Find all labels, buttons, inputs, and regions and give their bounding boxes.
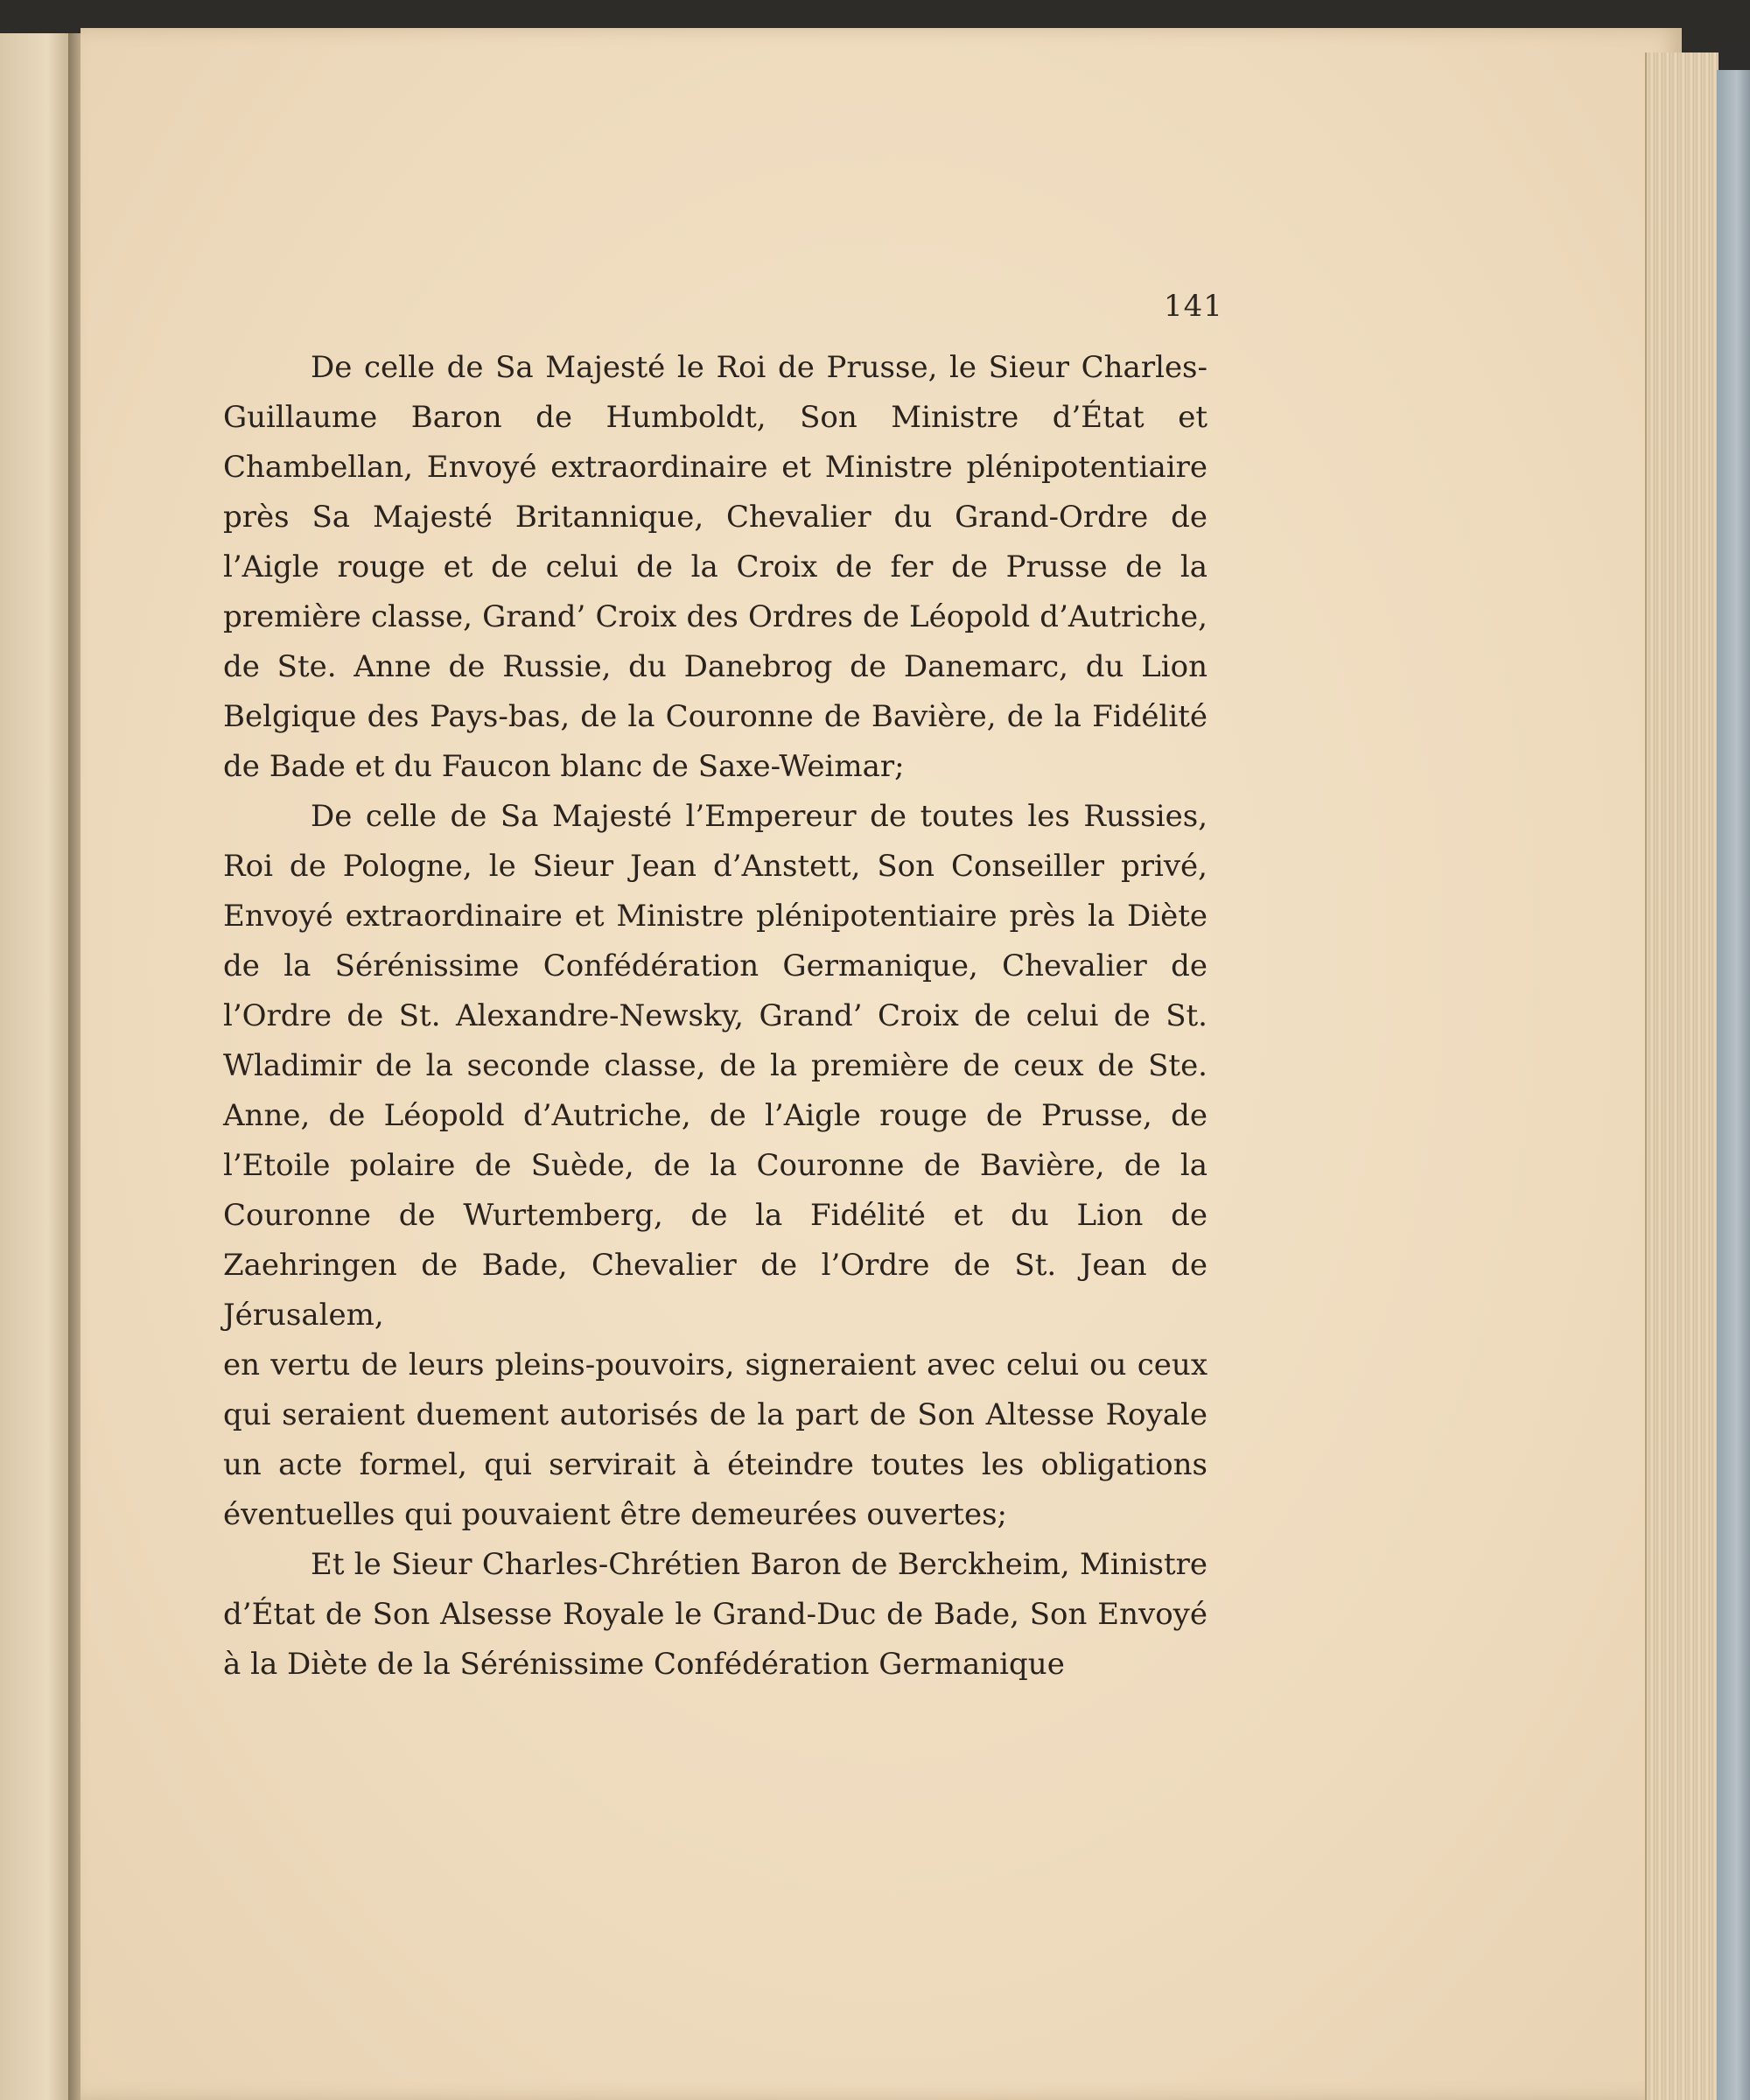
- body-text: [223, 343, 1208, 1690]
- paragraph-powers: en vertu de leurs pleins-pouvoirs, signeraient avec celui ou ceux qui seraient duement autorisés de la part de Son Altesse Royale un acte formel, qui servirait à éteindre toutes les obligations éventuelles qui pouvaient être demeurées ouvertes;: [223, 1348, 1208, 1532]
- binding-strip: [1717, 70, 1750, 2100]
- left-page-edge: [0, 33, 71, 2100]
- page-number: 141: [1164, 289, 1223, 324]
- paragraph-prussia: De celle de Sa Majesté le Roi de Prusse, le Sieur Charles-Guillaume Baron de Humboldt, Son Ministre d’État et Chambellan, Envoyé extraordinaire et Ministre plénipotentiaire près Sa Majesté Britannique, Chevalier du Grand-Ordre de l’Aigle rouge et de celui de la Croix de fer de Prusse de la première classe, Grand’ Croix des Ordres de Léopold d’Autriche, de Ste. Anne de Russie, du Danebrog de Danemarc, du Lion Belgique des Pays-bas, de la Couronne de Bavière, de la Fidélité de Bade et du Faucon blanc de Saxe-Weimar;: [223, 350, 1208, 784]
- page-fore-edge: [1645, 52, 1718, 2100]
- paragraph-russia: De celle de Sa Majesté l’Empereur de toutes les Russies, Roi de Pologne, le Sieur Jean d’Anstett, Son Conseiller privé, Envoyé extraordinaire et Ministre plénipotentiaire près la Diète de la Sérénissime Confédération Germanique, Chevalier de l’Ordre de St. Alexandre-Newsky, Grand’ Croix de celui de St. Wladimir de la seconde classe, de la première de ceux de Ste. Anne, de Léopold d’Autriche, de l’Aigle rouge de Prusse, de l’Etoile polaire de Suède, de la Couronne de Bavière, de la Couronne de Wurtemberg, de la Fidélité et du Lion de Zaehringen de Bade, Chevalier de l’Ordre de St. Jean de Jérusalem,: [223, 799, 1208, 1333]
- paragraph-berckheim: Et le Sieur Charles-Chrétien Baron de Berckheim, Ministre d’État de Son Alsesse Royale le Grand-Duc de Bade, Son Envoyé à la Diète de la Sérénissime Confédération Germanique: [223, 1547, 1208, 1682]
